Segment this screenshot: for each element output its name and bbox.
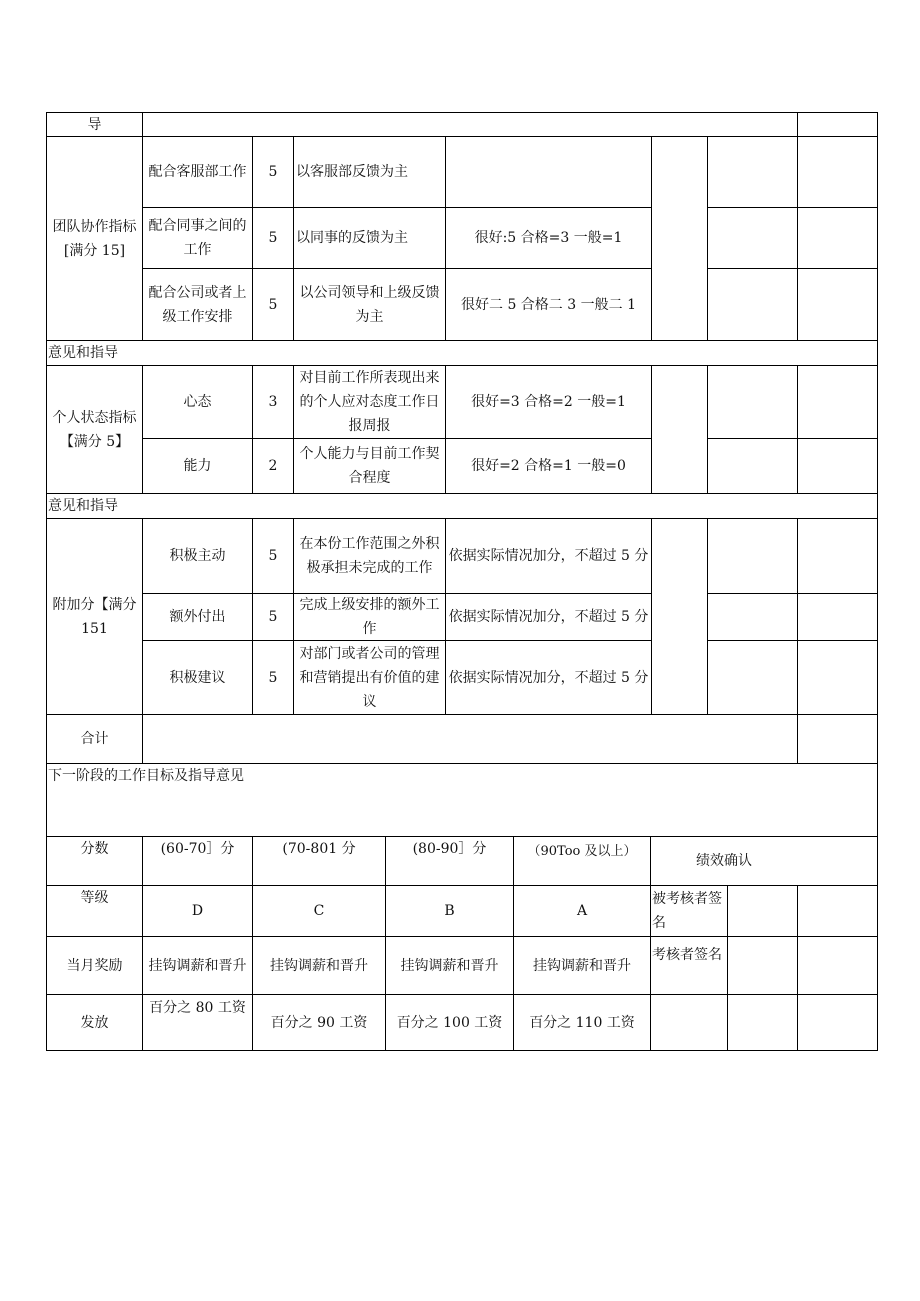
personal-indicator-label: 个人状态指标【满分 5】 (52, 409, 137, 450)
rule (708, 438, 878, 439)
bonus-item-standard: 依据实际情况加分，不超过 5 分 (448, 609, 649, 625)
level-value: D (191, 903, 204, 919)
personal-item-name: 心态 (183, 394, 212, 410)
team-item-score: 5 (268, 296, 278, 313)
bonus-item-name: 积极建议 (169, 669, 226, 686)
rule (708, 640, 878, 641)
team-item-standard (446, 137, 651, 207)
rule (708, 268, 878, 269)
level-label: 等级 (80, 890, 109, 906)
team-item-basis: 以同事的反馈为主 (296, 230, 408, 246)
rule (708, 207, 878, 208)
level-value: B (444, 903, 455, 919)
bonus-item-name: 额外付出 (169, 609, 226, 625)
team-item-name: 配合同事之间的工作 (148, 218, 247, 258)
team-item-name: 配合客服部工作 (148, 164, 247, 180)
bonus-item-score: 5 (268, 548, 278, 564)
bonus-item-standard: 依据实际情况加分，不超过 5 分 (448, 548, 649, 564)
reward-value: 挂钩调薪和晋升 (533, 957, 631, 974)
score-range: （90Too 及以上） (527, 844, 637, 859)
score-range: (80-90］分 (412, 841, 487, 857)
pay-label: 发放 (80, 1014, 109, 1031)
personal-item-score: 3 (268, 394, 278, 410)
rule (797, 112, 798, 341)
next-stage-label: 下一阶段的工作目标及指导意见 (48, 768, 244, 784)
rule (46, 1050, 878, 1051)
bonus-item-standard: 依据实际情况加分，不超过 5 分 (448, 669, 649, 686)
rule (797, 365, 798, 494)
pay-value: 百分之 100 工资 (396, 1014, 503, 1031)
rule (797, 885, 798, 1051)
performance-confirm-label: 绩效确认 (696, 853, 752, 869)
reward-label: 当月奖励 (66, 957, 123, 974)
rule (727, 885, 728, 1051)
personal-item-standard: 很好=3 合格=2 一般=1 (471, 394, 626, 410)
examinee-signature-label: 被考核者签名 (652, 891, 722, 931)
rule (651, 136, 652, 341)
bonus-item-score: 5 (268, 669, 278, 686)
bonus-item-basis: 对部门或者公司的管理和营销提出有价值的建议 (299, 645, 440, 710)
personal-item-basis: 对目前工作所表现出来的个人应对态度工作日报周报 (299, 370, 440, 434)
pay-value: 百分之 80 工资 (149, 1000, 246, 1016)
team-item-standard: 很好:5 合格=3 一般=1 (474, 230, 623, 246)
rule (797, 518, 798, 764)
score-range: (60-70］分 (160, 841, 235, 857)
total-label: 合计 (80, 731, 109, 747)
opinion-label: 意见和指导 (48, 498, 118, 514)
rule (46, 714, 878, 715)
bonus-item-score: 5 (268, 609, 278, 625)
personal-item-basis: 个人能力与目前工作契合程度 (299, 446, 440, 486)
level-value: A (576, 903, 588, 919)
bonus-item-basis: 完成上级安排的额外工作 (299, 597, 440, 637)
guide-tail-cell: 导 (87, 116, 102, 133)
pay-value: 百分之 110 工资 (529, 1014, 635, 1031)
team-item-score: 5 (268, 164, 278, 180)
bonus-item-name: 积极主动 (169, 548, 226, 564)
personal-item-name: 能力 (183, 458, 212, 474)
score-range: (70-801 分 (282, 841, 356, 857)
rule (707, 365, 708, 494)
examiner-signature-label: 考核者签名 (652, 947, 722, 963)
personal-item-score: 2 (268, 458, 278, 474)
opinion-label: 意见和指导 (48, 345, 118, 361)
rule (707, 518, 708, 715)
rule (651, 518, 652, 715)
rule (651, 365, 652, 494)
personal-item-standard: 很好=2 合格=1 一般=0 (471, 458, 626, 474)
team-item-basis: 以公司领导和上级反馈为主 (299, 284, 440, 325)
reward-value: 挂钩调薪和晋升 (148, 957, 247, 974)
team-item-basis: 以客服部反馈为主 (296, 164, 408, 180)
level-value: C (313, 903, 325, 919)
bonus-indicator-label: 附加分【满分 151 (52, 596, 137, 637)
team-indicator-label: 团队协作指标[满分 15] (52, 218, 137, 259)
team-item-standard: 很好二 5 合格二 3 一般二 1 (461, 296, 636, 313)
rule (707, 136, 708, 341)
reward-value: 挂钩调薪和晋升 (400, 957, 499, 974)
rule (877, 112, 878, 1051)
team-item-name: 配合公司或者上级工作安排 (148, 284, 247, 325)
team-item-score: 5 (268, 230, 278, 246)
rule (46, 112, 878, 113)
bonus-item-basis: 在本份工作范围之外积极承担未完成的工作 (299, 536, 440, 576)
pay-value: 百分之 90 工资 (270, 1014, 368, 1031)
reward-value: 挂钩调薪和晋升 (270, 957, 368, 974)
rule (708, 593, 878, 594)
score-label: 分数 (80, 841, 109, 857)
